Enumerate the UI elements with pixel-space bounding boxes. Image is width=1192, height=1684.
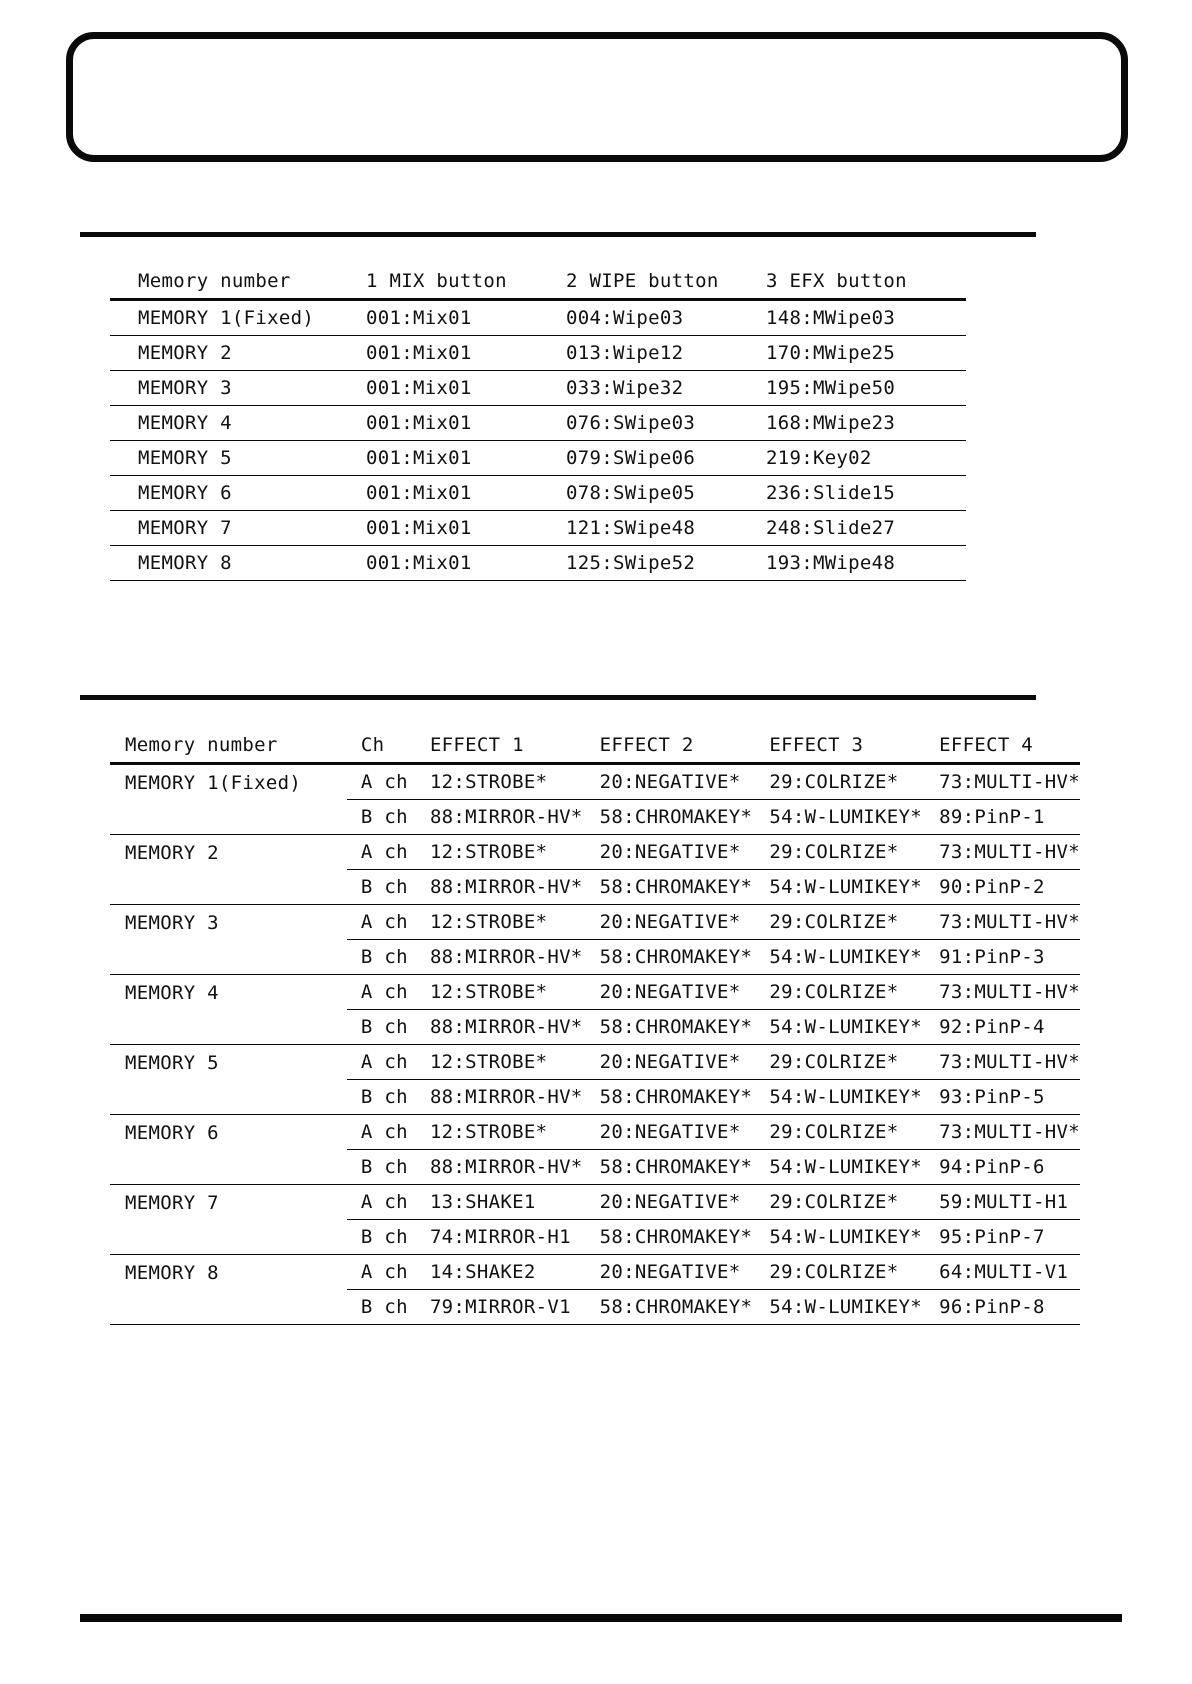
cell-effect-1: 12:STROBE* xyxy=(430,905,600,940)
cell-efx-button: 148:MWipe03 xyxy=(766,300,966,336)
cell-effect-4: 92:PinP-4 xyxy=(939,1010,1080,1045)
col-header-memory-number: Memory number xyxy=(110,264,366,300)
cell-mix-button: 001:Mix01 xyxy=(366,511,566,546)
cell-effect-4: 73:MULTI-HV* xyxy=(939,975,1080,1010)
table-row xyxy=(110,300,966,336)
cell-effect-3: 29:COLRIZE* xyxy=(769,835,939,870)
cell-channel: B ch xyxy=(347,940,430,975)
cell-channel: A ch xyxy=(347,835,430,870)
cell-effect-2: 58:CHROMAKEY* xyxy=(600,1290,770,1325)
cell-effect-1: 88:MIRROR-HV* xyxy=(430,800,600,835)
cell-effect-3: 54:W-LUMIKEY* xyxy=(769,870,939,905)
cell-memory-number: MEMORY 7 xyxy=(110,1185,347,1255)
cell-effect-2: 58:CHROMAKEY* xyxy=(600,1220,770,1255)
section-rule-2 xyxy=(80,695,1036,700)
cell-effect-3: 54:W-LUMIKEY* xyxy=(769,800,939,835)
cell-memory-number: MEMORY 3 xyxy=(110,905,347,975)
col-header-effect-4: EFFECT 4 xyxy=(939,728,1080,764)
cell-efx-button: 170:MWipe25 xyxy=(766,336,966,371)
cell-effect-2: 20:NEGATIVE* xyxy=(600,1185,770,1220)
cell-memory-number: MEMORY 7 xyxy=(110,511,366,546)
cell-memory-number: MEMORY 3 xyxy=(110,371,366,406)
cell-effect-2: 20:NEGATIVE* xyxy=(600,975,770,1010)
table-row xyxy=(110,1045,1080,1080)
cell-effect-3: 29:COLRIZE* xyxy=(769,1255,939,1290)
cell-effect-1: 88:MIRROR-HV* xyxy=(430,1010,600,1045)
cell-mix-button: 001:Mix01 xyxy=(366,300,566,336)
cell-effect-4: 73:MULTI-HV* xyxy=(939,905,1080,940)
cell-efx-button: 193:MWipe48 xyxy=(766,546,966,581)
cell-mix-button: 001:Mix01 xyxy=(366,406,566,441)
cell-memory-number: MEMORY 4 xyxy=(110,406,366,441)
table-row xyxy=(110,476,966,511)
cell-mix-button: 001:Mix01 xyxy=(366,476,566,511)
cell-effect-1: 12:STROBE* xyxy=(430,1115,600,1150)
table-header-row xyxy=(110,728,1080,764)
memory-transition-table xyxy=(110,264,966,581)
cell-memory-number: MEMORY 4 xyxy=(110,975,347,1045)
section-rule-1 xyxy=(80,232,1036,237)
cell-effect-1: 12:STROBE* xyxy=(430,764,600,800)
cell-memory-number: MEMORY 2 xyxy=(110,336,366,371)
cell-effect-2: 20:NEGATIVE* xyxy=(600,905,770,940)
col-header-wipe-button: 2 WIPE button xyxy=(566,264,766,300)
cell-effect-2: 58:CHROMAKEY* xyxy=(600,1150,770,1185)
cell-memory-number: MEMORY 6 xyxy=(110,476,366,511)
cell-effect-4: 73:MULTI-HV* xyxy=(939,764,1080,800)
cell-effect-1: 13:SHAKE1 xyxy=(430,1185,600,1220)
cell-mix-button: 001:Mix01 xyxy=(366,546,566,581)
cell-effect-3: 54:W-LUMIKEY* xyxy=(769,1150,939,1185)
cell-efx-button: 168:MWipe23 xyxy=(766,406,966,441)
cell-channel: A ch xyxy=(347,975,430,1010)
cell-effect-1: 12:STROBE* xyxy=(430,975,600,1010)
table-header-row xyxy=(110,264,966,300)
cell-effect-1: 88:MIRROR-HV* xyxy=(430,870,600,905)
cell-effect-4: 59:MULTI-H1 xyxy=(939,1185,1080,1220)
col-header-mix-button: 1 MIX button xyxy=(366,264,566,300)
cell-effect-1: 12:STROBE* xyxy=(430,835,600,870)
cell-effect-3: 54:W-LUMIKEY* xyxy=(769,940,939,975)
cell-memory-number: MEMORY 2 xyxy=(110,835,347,905)
col-header-efx-button: 3 EFX button xyxy=(766,264,966,300)
cell-channel: A ch xyxy=(347,905,430,940)
cell-effect-3: 54:W-LUMIKEY* xyxy=(769,1010,939,1045)
cell-effect-2: 20:NEGATIVE* xyxy=(600,1255,770,1290)
cell-effect-1: 79:MIRROR-V1 xyxy=(430,1290,600,1325)
cell-channel: A ch xyxy=(347,1255,430,1290)
cell-memory-number: MEMORY 5 xyxy=(110,1045,347,1115)
cell-effect-2: 20:NEGATIVE* xyxy=(600,835,770,870)
col-header-channel: Ch xyxy=(347,728,430,764)
cell-memory-number: MEMORY 8 xyxy=(110,546,366,581)
col-header-effect-1: EFFECT 1 xyxy=(430,728,600,764)
cell-effect-4: 94:PinP-6 xyxy=(939,1150,1080,1185)
cell-effect-3: 54:W-LUMIKEY* xyxy=(769,1290,939,1325)
table-row xyxy=(110,1185,1080,1220)
cell-effect-2: 20:NEGATIVE* xyxy=(600,764,770,800)
cell-effect-4: 73:MULTI-HV* xyxy=(939,1045,1080,1080)
table-row xyxy=(110,441,966,476)
cell-effect-3: 29:COLRIZE* xyxy=(769,905,939,940)
table-row xyxy=(110,835,1080,870)
cell-effect-4: 73:MULTI-HV* xyxy=(939,835,1080,870)
cell-effect-3: 54:W-LUMIKEY* xyxy=(769,1220,939,1255)
cell-effect-4: 64:MULTI-V1 xyxy=(939,1255,1080,1290)
cell-effect-3: 29:COLRIZE* xyxy=(769,1045,939,1080)
cell-effect-1: 88:MIRROR-HV* xyxy=(430,1150,600,1185)
cell-wipe-button: 013:Wipe12 xyxy=(566,336,766,371)
cell-wipe-button: 078:SWipe05 xyxy=(566,476,766,511)
cell-effect-2: 20:NEGATIVE* xyxy=(600,1115,770,1150)
cell-wipe-button: 033:Wipe32 xyxy=(566,371,766,406)
cell-efx-button: 219:Key02 xyxy=(766,441,966,476)
cell-channel: A ch xyxy=(347,1045,430,1080)
cell-mix-button: 001:Mix01 xyxy=(366,336,566,371)
cell-effect-3: 29:COLRIZE* xyxy=(769,1115,939,1150)
cell-efx-button: 236:Slide15 xyxy=(766,476,966,511)
cell-effect-1: 88:MIRROR-HV* xyxy=(430,940,600,975)
cell-effect-2: 58:CHROMAKEY* xyxy=(600,1080,770,1115)
cell-wipe-button: 079:SWipe06 xyxy=(566,441,766,476)
cell-effect-3: 29:COLRIZE* xyxy=(769,1185,939,1220)
cell-mix-button: 001:Mix01 xyxy=(366,371,566,406)
cell-memory-number: MEMORY 5 xyxy=(110,441,366,476)
cell-channel: B ch xyxy=(347,1010,430,1045)
cell-effect-1: 74:MIRROR-H1 xyxy=(430,1220,600,1255)
cell-effect-4: 91:PinP-3 xyxy=(939,940,1080,975)
cell-effect-4: 95:PinP-7 xyxy=(939,1220,1080,1255)
cell-effect-3: 29:COLRIZE* xyxy=(769,764,939,800)
cell-effect-4: 73:MULTI-HV* xyxy=(939,1115,1080,1150)
cell-effect-4: 96:PinP-8 xyxy=(939,1290,1080,1325)
cell-channel: A ch xyxy=(347,1115,430,1150)
cell-effect-3: 54:W-LUMIKEY* xyxy=(769,1080,939,1115)
cell-wipe-button: 076:SWipe03 xyxy=(566,406,766,441)
table-row xyxy=(110,406,966,441)
table-row xyxy=(110,905,1080,940)
table-row xyxy=(110,546,966,581)
cell-wipe-button: 125:SWipe52 xyxy=(566,546,766,581)
col-header-memory-number: Memory number xyxy=(110,728,347,764)
cell-memory-number: MEMORY 8 xyxy=(110,1255,347,1325)
cell-memory-number: MEMORY 6 xyxy=(110,1115,347,1185)
cell-channel: B ch xyxy=(347,1220,430,1255)
table-row xyxy=(110,1255,1080,1290)
cell-effect-4: 93:PinP-5 xyxy=(939,1080,1080,1115)
cell-channel: A ch xyxy=(347,1185,430,1220)
table-row xyxy=(110,764,1080,800)
footer-rule xyxy=(80,1614,1122,1622)
cell-effect-3: 29:COLRIZE* xyxy=(769,975,939,1010)
cell-channel: B ch xyxy=(347,800,430,835)
cell-effect-1: 14:SHAKE2 xyxy=(430,1255,600,1290)
cell-effect-2: 58:CHROMAKEY* xyxy=(600,940,770,975)
cell-channel: A ch xyxy=(347,764,430,800)
cell-memory-number: MEMORY 1(Fixed) xyxy=(110,764,347,835)
col-header-effect-3: EFFECT 3 xyxy=(769,728,939,764)
cell-channel: B ch xyxy=(347,870,430,905)
cell-channel: B ch xyxy=(347,1150,430,1185)
cell-effect-2: 58:CHROMAKEY* xyxy=(600,870,770,905)
cell-effect-4: 90:PinP-2 xyxy=(939,870,1080,905)
cell-channel: B ch xyxy=(347,1080,430,1115)
cell-effect-2: 58:CHROMAKEY* xyxy=(600,1010,770,1045)
cell-efx-button: 195:MWipe50 xyxy=(766,371,966,406)
cell-effect-2: 20:NEGATIVE* xyxy=(600,1045,770,1080)
cell-effect-4: 89:PinP-1 xyxy=(939,800,1080,835)
table-row xyxy=(110,975,1080,1010)
cell-efx-button: 248:Slide27 xyxy=(766,511,966,546)
table-row xyxy=(110,1115,1080,1150)
table-row xyxy=(110,371,966,406)
table-row xyxy=(110,336,966,371)
cell-wipe-button: 004:Wipe03 xyxy=(566,300,766,336)
col-header-effect-2: EFFECT 2 xyxy=(600,728,770,764)
cell-mix-button: 001:Mix01 xyxy=(366,441,566,476)
cell-effect-2: 58:CHROMAKEY* xyxy=(600,800,770,835)
memory-effect-table xyxy=(110,728,1080,1325)
cell-effect-1: 12:STROBE* xyxy=(430,1045,600,1080)
title-frame xyxy=(66,32,1128,162)
cell-wipe-button: 121:SWipe48 xyxy=(566,511,766,546)
cell-memory-number: MEMORY 1(Fixed) xyxy=(110,300,366,336)
cell-effect-1: 88:MIRROR-HV* xyxy=(430,1080,600,1115)
cell-channel: B ch xyxy=(347,1290,430,1325)
table-row xyxy=(110,511,966,546)
